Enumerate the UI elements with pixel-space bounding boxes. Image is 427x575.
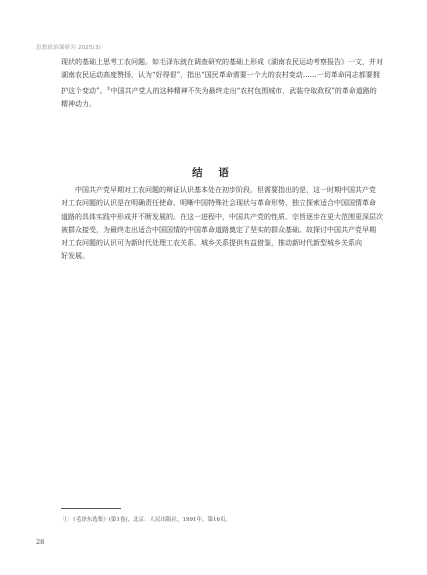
text-line: 好发展。 bbox=[61, 252, 89, 261]
text-line: 道路的具体实践中形成并不断发展的。在这一进程中，中国共产党的性质、宗旨逐步在更大范围更深层次 bbox=[61, 212, 383, 221]
footnote: ① 《毛泽东选集》(第1卷)，北京：人民出版社，1991年，第16页。 bbox=[63, 517, 232, 523]
text-line: 湖南农民运动高度赞扬，认为“好得很”，指出“国民革命需要一个大的农村变动……一切革命同志都要拥 bbox=[61, 71, 380, 80]
footnote-divider bbox=[61, 508, 121, 509]
running-header: 思想政治课研究·2025(3) bbox=[36, 45, 102, 51]
conclusion-paragraph bbox=[61, 184, 391, 264]
text-line: 被群众接受，为最终走出适合中国国情的中国革命道路奠定了坚实的群众基础。故探讨中国共产党早期 bbox=[61, 225, 376, 234]
text-line: 现状的基础上思考工农问题。如毛泽东就在调查研究的基础上形成《湖南农民运动考察报告》一文，并对 bbox=[61, 58, 383, 66]
page-number: 28 bbox=[36, 538, 45, 546]
text-line: 精神动力。 bbox=[61, 99, 96, 108]
section-heading: 结 语 bbox=[192, 167, 235, 179]
text-line: 中国共产党早期对工农问题的辩证认识基本处在初步阶段。但需要指出的是，这一时期中国共产党 bbox=[75, 186, 376, 194]
text-line bbox=[61, 83, 391, 98]
text-line: 对工农问题的认识是在明确责任使命、明晰中国特殊社会现状与革命形势、独立探索适合中国国情革命 bbox=[61, 199, 376, 208]
footnote-marker[interactable]: ① bbox=[106, 86, 111, 92]
body-paragraph bbox=[61, 56, 391, 111]
text-line: 对工农问题的认识可为新时代处理工农关系、城乡关系提供有益借鉴，推动新时代新型城乡关系向 bbox=[61, 239, 362, 248]
text-line-part: 护这个变动”。 bbox=[61, 86, 107, 95]
text-line-part: 中国共产党人的这种精神不失为最终走出“农村包围城市，武装夺取政权”的革命道路的 bbox=[110, 86, 377, 95]
